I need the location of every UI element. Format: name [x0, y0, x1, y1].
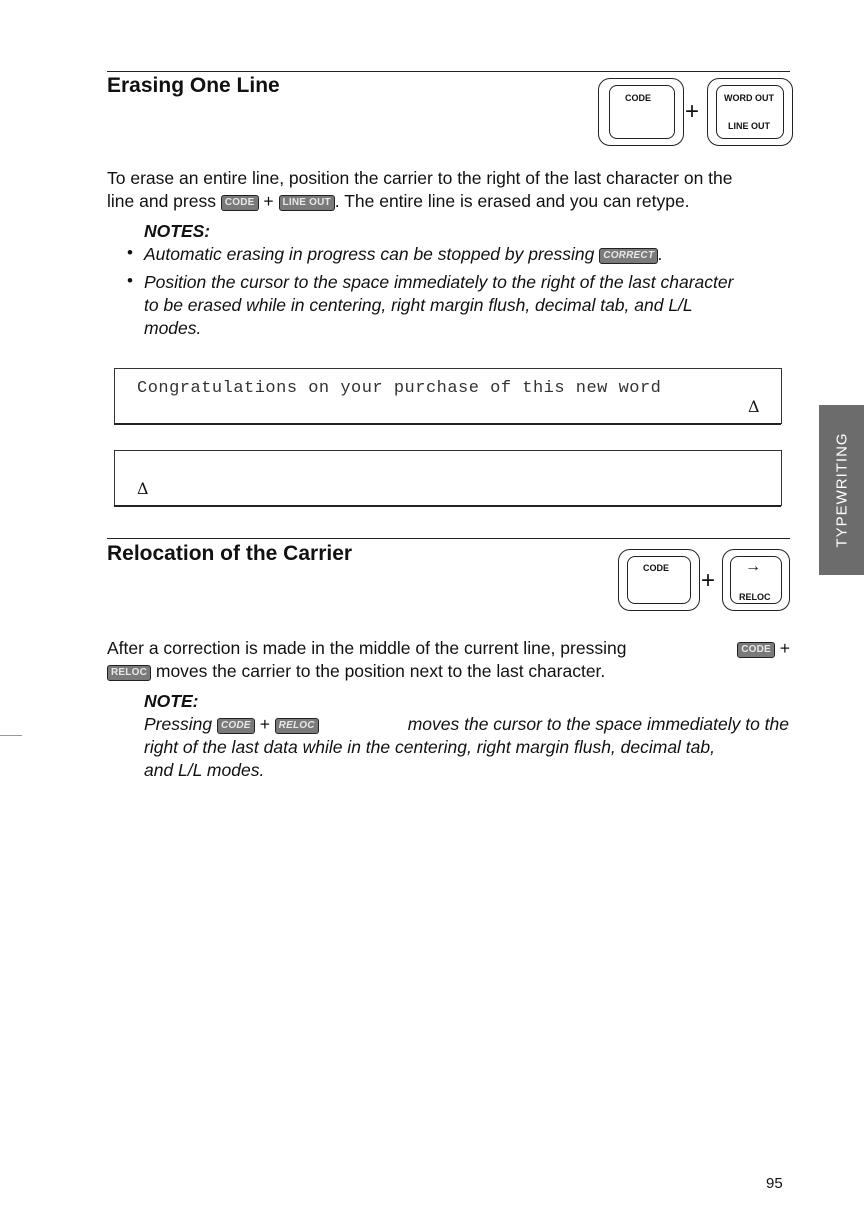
section2-paragraph: After a correction is made in the middle of the current line, pressing CODE + RELOC moves the carrier to the position next to the last character. [107, 638, 790, 681]
word-out-label: WORD OUT [724, 93, 774, 103]
lineout-key-chip: LINE OUT [279, 195, 335, 211]
cursor-marker: Δ [748, 397, 760, 416]
code-lineout-key-combo [598, 76, 792, 148]
lcd-text: Congratulations on your purchase of this new word [137, 379, 662, 398]
code-reloc-key-combo [618, 547, 790, 613]
margin-mark [0, 735, 22, 736]
lcd-display-after [114, 450, 782, 506]
code-key-chip: CODE [737, 642, 775, 658]
note-body: Pressing CODE + RELOC moves the cursor to the space immediately to the right of the last data while in the centering, right margin flush, decimal tab, and L/L modes. [144, 714, 789, 780]
reloc-key-chip: RELOC [107, 665, 151, 681]
note-bullet-2: Position the cursor to the space immediately to the right of the last character to be erased while in centering, right margin flush, decimal tab, and L/L modes. [144, 272, 734, 338]
code-key-chip: CODE [221, 195, 259, 211]
line-out-label: LINE OUT [728, 121, 770, 131]
correct-key-chip: CORRECT [599, 248, 658, 264]
reloc-label: RELOC [739, 592, 771, 602]
section1-top-rule [107, 71, 790, 72]
plus-sign: + [685, 98, 700, 125]
note-bullet-1: Automatic erasing in progress can be stopped by pressing CORRECT . [144, 244, 663, 264]
arrow-right-icon: → [745, 558, 761, 575]
section2-title: Relocation of the Carrier [107, 542, 353, 565]
bullet-dot-2: • [127, 271, 133, 290]
code-key [598, 78, 684, 146]
lcd-display-before [114, 368, 782, 424]
word-line-out-key [707, 78, 793, 146]
code-key-label: CODE [643, 563, 670, 573]
code-key [618, 549, 700, 611]
code-key-chip: CODE [217, 718, 255, 734]
section1-paragraph: To erase an entire line, position the carrier to the right of the last character on the line and press CODE + LINE OUT . The entire line is erased and you can retype. [107, 168, 733, 211]
reloc-key-chip: RELOC [275, 718, 319, 734]
page-number: 95 [766, 1175, 783, 1192]
cursor-marker: Δ [137, 479, 149, 498]
notes-title: NOTES: [144, 221, 211, 241]
plus-sign: + [701, 567, 716, 594]
reloc-key [722, 549, 790, 611]
side-tab-typewriting: TYPEWRITING [819, 405, 864, 575]
section2-top-rule [107, 538, 790, 539]
code-key-label: CODE [625, 93, 652, 103]
note-title: NOTE: [144, 691, 199, 711]
bullet-dot-1: • [127, 243, 133, 262]
section1-title: Erasing One Line [107, 74, 280, 97]
